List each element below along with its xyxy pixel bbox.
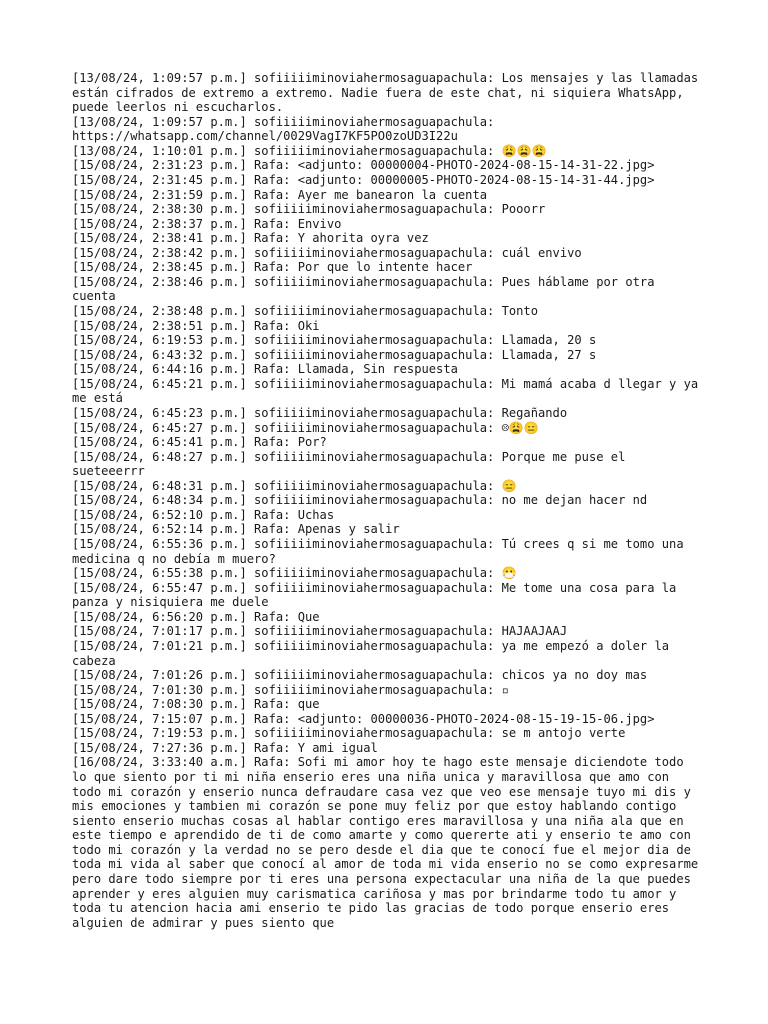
chat-line: [15/08/24, 6:55:36 p.m.] sofiiiiiminoviahermosaguapachula: Tú crees q si me tomo una medicina q no debía m muero? <box>72 537 691 566</box>
chat-line: [15/08/24, 6:52:10 p.m.] Rafa: Uchas <box>72 507 335 522</box>
chat-line: [15/08/24, 2:38:51 p.m.] Rafa: Oki <box>72 318 320 333</box>
chat-line: [15/08/24, 2:31:45 p.m.] Rafa: <adjunto: 00000005-PHOTO-2024-08-15-14-31-44.jpg> <box>72 172 655 187</box>
chat-line: [15/08/24, 2:38:46 p.m.] sofiiiiiminoviahermosaguapachula: Pues háblame por otra cuenta <box>72 274 662 304</box>
chat-line: [15/08/24, 7:08:30 p.m.] Rafa: que <box>72 697 320 712</box>
chat-line: [15/08/24, 6:44:16 p.m.] Rafa: Llamada, Sin respuesta <box>72 362 458 377</box>
chat-line: [15/08/24, 6:48:27 p.m.] sofiiiiiminoviahermosaguapachula: Porque me puse el sueteeerrr <box>72 449 633 479</box>
chat-line: [15/08/24, 2:38:48 p.m.] sofiiiiiminoviahermosaguapachula: Tonto <box>72 304 538 318</box>
chat-line: [15/08/24, 2:38:45 p.m.] Rafa: Por que lo intente hacer <box>72 260 473 275</box>
chat-line: [15/08/24, 6:45:27 p.m.] sofiiiiiminoviahermosaguapachula: ☹😩😑 <box>72 420 539 435</box>
chat-line: [15/08/24, 2:38:37 p.m.] Rafa: Envivo <box>72 216 342 231</box>
chat-transcript-page <box>72 71 706 930</box>
chat-line: [15/08/24, 6:45:41 p.m.] Rafa: Por? <box>72 435 327 450</box>
chat-line: [15/08/24, 6:45:21 p.m.] sofiiiiiminoviahermosaguapachula: Mi mamá acaba d llegar y ya me está <box>72 376 706 406</box>
chat-line: [15/08/24, 6:55:47 p.m.] sofiiiiiminoviahermosaguapachula: Me tome una cosa para la panza y nisiquiera me duele <box>72 580 684 610</box>
chat-line: [15/08/24, 6:48:31 p.m.] sofiiiiiminoviahermosaguapachula: 😑 <box>72 478 517 493</box>
chat-line: [15/08/24, 2:38:30 p.m.] sofiiiiiminoviahermosaguapachula: Pooorr <box>72 202 546 217</box>
chat-line: [13/08/24, 1:10:01 p.m.] sofiiiiiminoviahermosaguapachula: 😩😩😩 <box>72 143 547 158</box>
chat-line: [15/08/24, 2:31:59 p.m.] Rafa: Ayer me banearon la cuenta <box>72 187 488 202</box>
chat-line: [15/08/24, 6:56:20 p.m.] Rafa: Que <box>72 609 320 624</box>
chat-line: [15/08/24, 7:01:26 p.m.] sofiiiiiminoviahermosaguapachula: chicos ya no doy mas <box>72 668 648 683</box>
chat-line: [15/08/24, 2:38:41 p.m.] Rafa: Y ahorita oyra vez <box>72 231 429 246</box>
chat-line: [13/08/24, 1:09:57 p.m.] sofiiiiiminoviahermosaguapachula: https://whatsapp.com/channel/0029VagI7KF5PO0zoUD3I22u <box>72 114 502 144</box>
chat-line: [15/08/24, 7:01:21 p.m.] sofiiiiiminoviahermosaguapachula: ya me empezó a doler la cabeza <box>72 638 677 668</box>
chat-line: [15/08/24, 7:01:17 p.m.] sofiiiiiminoviahermosaguapachula: HAJAAJAAJ <box>72 624 568 639</box>
chat-line: [16/08/24, 3:33:40 a.m.] Rafa: Sofi mi amor hoy te hago este mensaje diciendote todo lo que siento por ti mi niña enserio eres una niña unica y maravillosa que amo con todo mi corazón y enserio nunca defraudare casa vez que veo ese mensaje tuyo mi dis y mis emociones y tambien mi corazón se pone muy feliz por que estoy hablando contigo siento enserio muchas cosas al hablar contigo eres maravillosa y una niña ala que en este tiempo e aprendido de ti de como amarte y como quererte ati y enserio te amo con todo mi corazón y la verdad no se pero desde el dia que te conocí fue el mejor dia de toda mi vida al saber que conocí al amor de toda mi vida enserio no se como expresarme pero dare todo siempre por ti eres una persona expectacular una niña de la que puedes aprender y eres alguien muy carismatica cariñosa y mas por brindarme todo tu amor y toda tu atencion hacia ami enserio te pido las gracias de todo porque enserio eres alguien de admirar y pues siento que <box>72 755 706 930</box>
chat-line: [15/08/24, 7:27:36 p.m.] Rafa: Y ami igual <box>72 740 378 755</box>
chat-line: [15/08/24, 6:45:23 p.m.] sofiiiiiminoviahermosaguapachula: Regañando <box>72 405 568 420</box>
chat-line: [13/08/24, 1:09:57 p.m.] sofiiiiiminoviahermosaguapachula: Los mensajes y las llamadas están cifrados de extremo a extremo. Nadie fuera de este chat, ni siquiera WhatsApp, puede leerlos ni escucharlos. <box>72 71 706 115</box>
chat-line: [15/08/24, 6:43:32 p.m.] sofiiiiiminoviahermosaguapachula: Llamada, 27 s <box>72 347 597 362</box>
chat-line: [15/08/24, 7:01:30 p.m.] sofiiiiiminoviahermosaguapachula: ▫ <box>72 682 509 697</box>
chat-line: [15/08/24, 2:31:23 p.m.] Rafa: <adjunto: 00000004-PHOTO-2024-08-15-14-31-22.jpg> <box>72 158 655 173</box>
chat-line: [15/08/24, 6:19:53 p.m.] sofiiiiiminoviahermosaguapachula: Llamada, 20 s <box>72 333 597 348</box>
chat-line: [15/08/24, 2:38:42 p.m.] sofiiiiiminoviahermosaguapachula: cuál envivo <box>72 245 582 260</box>
chat-line: [15/08/24, 6:48:34 p.m.] sofiiiiiminoviahermosaguapachula: no me dejan hacer nd <box>72 493 648 508</box>
chat-line: [15/08/24, 7:15:07 p.m.] Rafa: <adjunto: 00000036-PHOTO-2024-08-15-19-15-06.jpg> <box>72 711 655 726</box>
chat-line: [15/08/24, 6:55:38 p.m.] sofiiiiiminoviahermosaguapachula: 😷 <box>72 566 517 581</box>
chat-line: [15/08/24, 6:52:14 p.m.] Rafa: Apenas y salir <box>72 522 400 537</box>
chat-line: [15/08/24, 7:19:53 p.m.] sofiiiiiminoviahermosaguapachula: se m antojo verte <box>72 726 626 741</box>
